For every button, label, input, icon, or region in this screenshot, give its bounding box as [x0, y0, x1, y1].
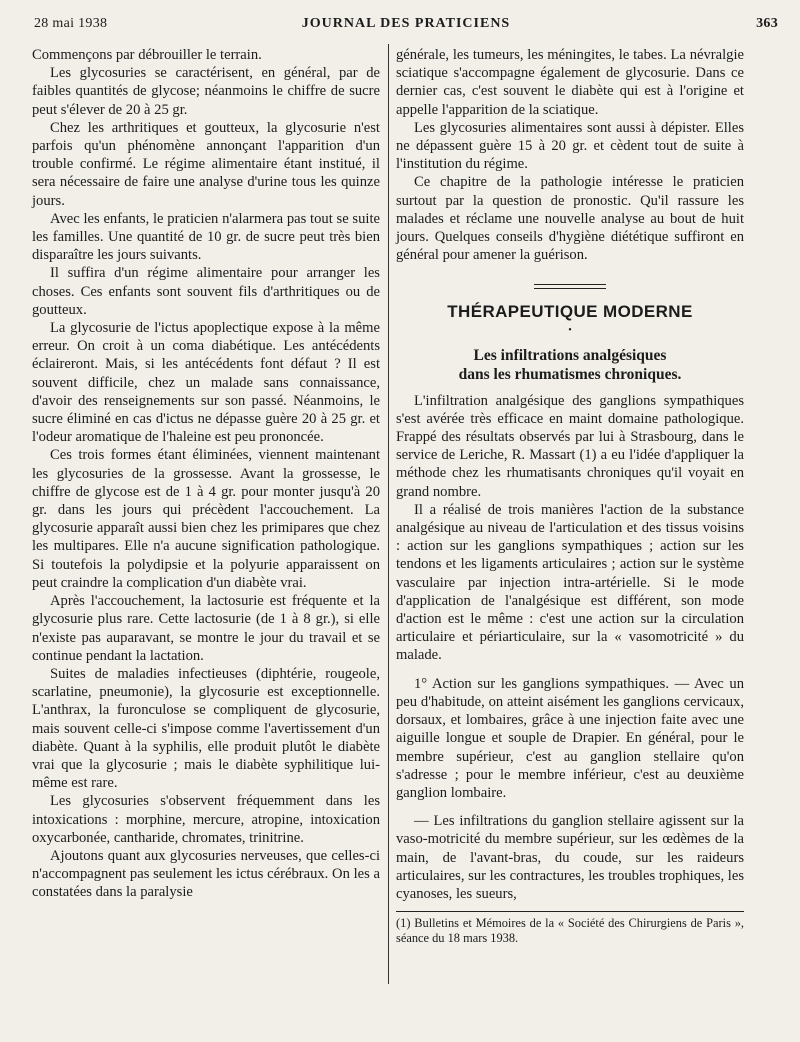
paragraph: 1° Action sur les ganglions sympathiques. — Avec un peu d'habitude, on atteint aisément les ganglions cervicaux, dorsaux, et lombaires, grâce à une injection faite avec une aiguille longue et souple de Drapier. En général, pour le membre supérieur, c'est au ganglion stellaire qu'on s'adresse ; pour le membre inférieur, c'est au deuxième ganglion lombaire. — [396, 675, 744, 801]
article-title-line: Les infiltrations analgésiques — [473, 346, 667, 364]
right-column — [396, 46, 744, 946]
spacer — [396, 665, 744, 675]
spacer — [396, 802, 744, 812]
paragraph: Suites de maladies infectieuses (diphtérie, rougeole, scarlatine, pneumonie), la glycosurie est exceptionnelle. L'anthrax, la furonculose se compliquent de glycosurie, mais souvent celle-ci s'impose comme l'avertissement d'un diabète. Quant à la syphilis, elle produit plutôt le diabète vrai que la glycosurie ; mais le diabète syphilitique lui-même est rare. — [32, 665, 380, 792]
paragraph: Commençons par débrouiller le terrain. — [32, 47, 262, 63]
paragraph: Les glycosuries alimentaires sont aussi à dépister. Elles ne dépassent guère 15 à 20 gr. et cèdent tout de suite à l'institution du régime. — [396, 119, 744, 173]
paragraph: Chez les arthritiques et goutteux, la glycosurie n'est parfois qu'un phénomène annonçant l'apparition d'un trouble confirmé. Le régime alimentaire étant institué, il sera nécessaire de faire une analyse d'urine tous les quinze jours. — [32, 119, 380, 209]
paragraph: Il suffira d'un régime alimentaire pour arranger les choses. Ces enfants sont souvent fils d'arthritiques ou de goutteux. — [32, 265, 380, 318]
paragraph: Les glycosuries s'observent fréquemment dans les intoxications : morphine, mercure, atropine, intoxication oxycarbonée, cantharide, chromates, trinitrine. — [32, 793, 380, 846]
paragraph: La glycosurie de l'ictus apoplectique expose à la même erreur. On croit à un coma diabétique. Les antécédents éclaireront. Mais, si les antécédents font défaut ? Il est souvent difficile, chez un malade sans connaissance, d'avoir des renseignements sur son passé. Néanmoins, le sucre éliminé en cas d'ictus ne dépasse guère 20 à 25 gr. et l'odeur aromatique de l'haleine est peu prononcée. — [32, 320, 380, 446]
ornament-dot: • — [568, 324, 572, 336]
footnote: (1) Bulletins et Mémoires de la « Société des Chirurgiens de Paris », séance du 18 mars 1938. — [396, 916, 744, 946]
paragraph: générale, les tumeurs, les méningites, le tabes. La névralgie sciatique s'accompagne également de glycosurie. Dans ce dernier cas, c'est souvent le diabète qui est à l'origine et appelle l'apparition de la sciatique. — [396, 47, 744, 118]
journal-title: JOURNAL DES PRATICIENS — [301, 16, 511, 31]
issue-date: 28 mai 1938 — [34, 16, 108, 31]
paragraph: Ces trois formes étant éliminées, viennent maintenant les glycosuries de la grossesse. Avant la grossesse, le chiffre de glycose est de 1 à 4 gr. pour monter jusqu'à 20 gr. dans les jours qui précèdent l'accouchement. La glycosurie apparaît aussi bien chez les primipares que chez les multipares. Elle n'a aucune signification pathologique. Si toutefois la polydipsie et la polyurie apparaissent on peut craindre la complication d'un diabète vrai. — [32, 447, 380, 591]
page-header — [34, 12, 778, 34]
paragraph: — Les infiltrations du ganglion stellaire agissent sur la vaso-motricité du membre supérieur, sur les œdèmes de la main, de l'avant-bras, du coude, sur les raideurs articulaires, sur les contractures, les troubles trophiques, les cyanoses, les sueurs, — [396, 813, 744, 902]
paragraph: Ce chapitre de la pathologie intéresse le praticien surtout par la question de pronostic. Qu'il rassure les malades et réclame une nouvelle analyse au bout de huit jours. Quelques conseils d'hygiène diététique suffiront en général pour amener la guérison. — [396, 174, 744, 264]
page-number: 363 — [756, 16, 778, 31]
paragraph: Les glycosuries se caractérisent, en général, par de faibles quantités de glycose; néanmoins le chiffre de sucre peut s'élever de 20 à 25 gr. — [32, 65, 380, 118]
article-title — [396, 346, 744, 384]
paragraph: L'infiltration analgésique des ganglions sympathiques s'est avérée très efficace en maint domaine pathologique. Frappé des résultats observés par lui à Strasbourg, dans le service de Leriche, R. Massart (1) a eu l'idée d'appliquer la méthode chez les rhumatisants chroniques qu'il voyait en grand nombre. — [396, 392, 744, 500]
section-separator — [534, 284, 606, 289]
paragraph: Ajoutons quant aux glycosuries nerveuses, que celles-ci n'accompagnent pas seulement les ictus cérébraux. On les a constatées dans la paralysie — [32, 847, 380, 901]
column-divider — [388, 44, 389, 984]
section-title: THÉRAPEUTIQUE MODERNE — [447, 302, 693, 322]
left-column — [32, 46, 380, 902]
footnote-rule — [396, 911, 744, 912]
article-title-line: dans les rhumatismes chroniques. — [458, 365, 682, 383]
paragraph: Après l'accouchement, la lactosurie est fréquente et la glycosurie plus rare. Cette lactosurie (de 1 à 8 gr.), si elle n'existe pas auparavant, se montre le jour du travail et se continue pendant la lactation. — [32, 593, 380, 664]
paragraph: Il a réalisé de trois manières l'action de la substance analgésique au niveau de l'articulation et des tissus voisins : action sur les ganglions sympathiques ; action sur les tendons et les ligaments articulaires ; action sur le système vasculaire par injection intra-artérielle. Si le mode d'application de l'analgésique est différent, son mode d'action est le même : c'est une action sur la circulation articulaire et périarticulaire, sur la « vasomotricité » du malade. — [396, 501, 744, 664]
paragraph: Avec les enfants, le praticien n'alarmera pas tout se suite les familles. Une quantité de 10 gr. de sucre peut très bien disparaître les jours suivants. — [32, 210, 380, 264]
